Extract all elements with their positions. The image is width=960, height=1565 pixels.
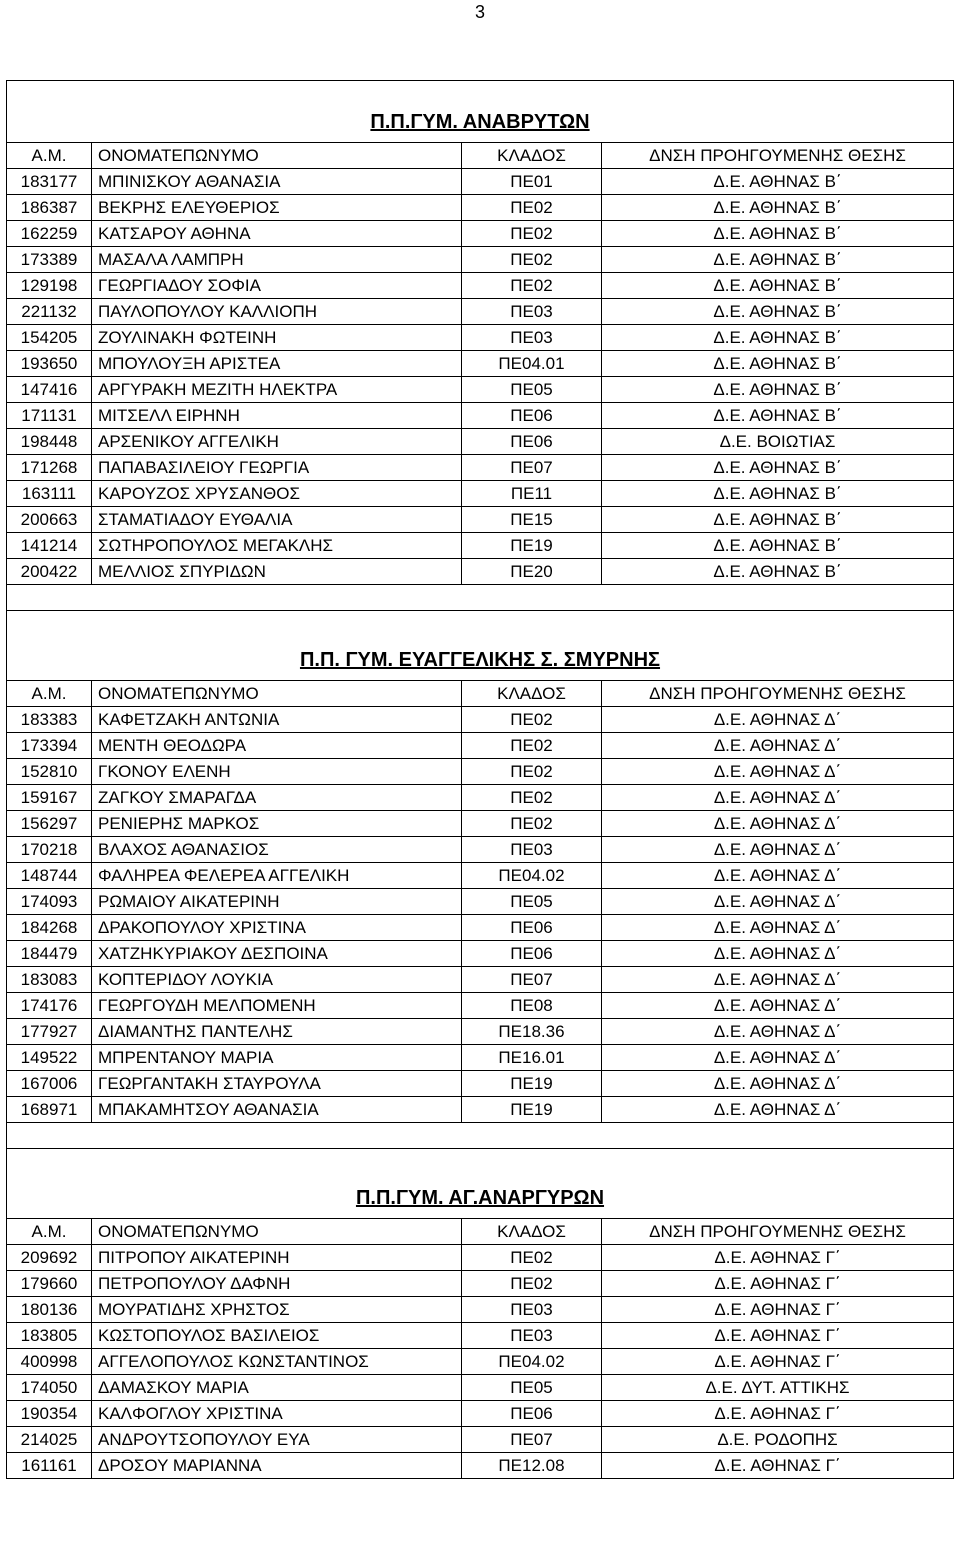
- cell-previous-position: Δ.Ε. ΑΘΗΝΑΣ Γ΄: [602, 1297, 954, 1323]
- cell-am: 200422: [7, 559, 92, 585]
- header-name: ΟΝΟΜΑΤΕΠΩΝΥΜΟ: [92, 681, 462, 707]
- cell-name: ΠΑΥΛΟΠΟΥΛΟΥ ΚΑΛΛΙΟΠΗ: [92, 299, 462, 325]
- table-row: [7, 351, 954, 377]
- table-row: [7, 915, 954, 941]
- cell-name: ΓΕΩΡΓΟΥΔΗ ΜΕΛΠΟΜΕΝΗ: [92, 993, 462, 1019]
- column-header-row: [7, 143, 954, 169]
- cell-previous-position: Δ.Ε. ΑΘΗΝΑΣ Δ΄: [602, 941, 954, 967]
- table-row: [7, 1071, 954, 1097]
- cell-am: 198448: [7, 429, 92, 455]
- cell-am: 184479: [7, 941, 92, 967]
- cell-klados: ΠΕ18.36: [462, 1019, 602, 1045]
- cell-klados: ΠΕ01: [462, 169, 602, 195]
- cell-name: ΖΟΥΛΙΝΑΚΗ ΦΩΤΕΙΝΗ: [92, 325, 462, 351]
- table-row: [7, 481, 954, 507]
- cell-name: ΠΙΤΡΟΠΟΥ ΑΙΚΑΤΕΡΙΝΗ: [92, 1245, 462, 1271]
- cell-previous-position: Δ.Ε. ΑΘΗΝΑΣ Β΄: [602, 533, 954, 559]
- cell-previous-position: Δ.Ε. ΑΘΗΝΑΣ Δ΄: [602, 863, 954, 889]
- table-row: [7, 533, 954, 559]
- table-row: [7, 863, 954, 889]
- table-row: [7, 1271, 954, 1297]
- cell-previous-position: Δ.Ε. ΑΘΗΝΑΣ Γ΄: [602, 1323, 954, 1349]
- table-row: [7, 1323, 954, 1349]
- table-row: [7, 1349, 954, 1375]
- cell-klados: ΠΕ03: [462, 1297, 602, 1323]
- section-title-row: [7, 81, 954, 143]
- cell-klados: ΠΕ02: [462, 247, 602, 273]
- table-row: [7, 1401, 954, 1427]
- cell-previous-position: Δ.Ε. ΑΘΗΝΑΣ Δ΄: [602, 889, 954, 915]
- cell-previous-position: Δ.Ε. ΑΘΗΝΑΣ Β΄: [602, 169, 954, 195]
- table-row: [7, 811, 954, 837]
- cell-name: ΜΠΑΚΑΜΗΤΣΟΥ ΑΘΑΝΑΣΙΑ: [92, 1097, 462, 1123]
- cell-klados: ΠΕ04.01: [462, 351, 602, 377]
- cell-name: ΓΕΩΡΓΑΝΤΑΚΗ ΣΤΑΥΡΟΥΛΑ: [92, 1071, 462, 1097]
- cell-previous-position: Δ.Ε. ΑΘΗΝΑΣ Β΄: [602, 455, 954, 481]
- cell-previous-position: Δ.Ε. ΑΘΗΝΑΣ Δ΄: [602, 915, 954, 941]
- cell-name: ΜΠΟΥΛΟΥΞΗ ΑΡΙΣΤΕΑ: [92, 351, 462, 377]
- cell-name: ΜΟΥΡΑΤΙΔΗΣ ΧΡΗΣΤΟΣ: [92, 1297, 462, 1323]
- cell-am: 190354: [7, 1401, 92, 1427]
- table-row: [7, 1097, 954, 1123]
- cell-klados: ΠΕ02: [462, 195, 602, 221]
- cell-am: 173394: [7, 733, 92, 759]
- table-row: [7, 559, 954, 585]
- cell-previous-position: Δ.Ε. ΑΘΗΝΑΣ Β΄: [602, 403, 954, 429]
- cell-am: 221132: [7, 299, 92, 325]
- table-row: [7, 377, 954, 403]
- table-row: [7, 967, 954, 993]
- cell-am: 179660: [7, 1271, 92, 1297]
- cell-am: 174093: [7, 889, 92, 915]
- header-am: Α.Μ.: [7, 681, 92, 707]
- table-row: [7, 429, 954, 455]
- cell-am: 159167: [7, 785, 92, 811]
- cell-previous-position: Δ.Ε. ΑΘΗΝΑΣ Δ΄: [602, 837, 954, 863]
- cell-name: ΚΑΦΕΤΖΑΚΗ ΑΝΤΩΝΙΑ: [92, 707, 462, 733]
- header-name: ΟΝΟΜΑΤΕΠΩΝΥΜΟ: [92, 1219, 462, 1245]
- table-row: [7, 837, 954, 863]
- section-title-row: [7, 611, 954, 681]
- table-row: [7, 1453, 954, 1479]
- cell-klados: ΠΕ03: [462, 837, 602, 863]
- cell-am: 162259: [7, 221, 92, 247]
- spacer-cell: [7, 1123, 954, 1149]
- cell-name: ΓΕΩΡΓΙΑΔΟΥ ΣΟΦΙΑ: [92, 273, 462, 299]
- cell-am: 183383: [7, 707, 92, 733]
- table-row: [7, 1245, 954, 1271]
- cell-am: 161161: [7, 1453, 92, 1479]
- table-row: [7, 221, 954, 247]
- cell-klados: ΠΕ19: [462, 1071, 602, 1097]
- cell-am: 184268: [7, 915, 92, 941]
- table-row: [7, 325, 954, 351]
- cell-name: ΜΕΝΤΗ ΘΕΟΔΩΡΑ: [92, 733, 462, 759]
- cell-previous-position: Δ.Ε. ΑΘΗΝΑΣ Β΄: [602, 507, 954, 533]
- cell-name: ΖΑΓΚΟΥ ΣΜΑΡΑΓΔΑ: [92, 785, 462, 811]
- section-spacer: [7, 1123, 954, 1149]
- table-row: [7, 759, 954, 785]
- cell-klados: ΠΕ03: [462, 325, 602, 351]
- cell-klados: ΠΕ04.02: [462, 1349, 602, 1375]
- cell-am: 174176: [7, 993, 92, 1019]
- cell-previous-position: Δ.Ε. ΑΘΗΝΑΣ Δ΄: [602, 707, 954, 733]
- cell-klados: ΠΕ06: [462, 429, 602, 455]
- page-number: 3: [474, 2, 485, 22]
- table-row: [7, 273, 954, 299]
- cell-klados: ΠΕ06: [462, 403, 602, 429]
- section-title-cell: [7, 1149, 954, 1219]
- cell-name: ΚΟΠΤΕΡΙΔΟΥ ΛΟΥΚΙΑ: [92, 967, 462, 993]
- cell-klados: ΠΕ19: [462, 533, 602, 559]
- cell-am: 180136: [7, 1297, 92, 1323]
- cell-previous-position: Δ.Ε. ΑΘΗΝΑΣ Β΄: [602, 325, 954, 351]
- cell-am: 193650: [7, 351, 92, 377]
- cell-klados: ΠΕ16.01: [462, 1045, 602, 1071]
- cell-name: ΜΠΙΝΙΣΚΟΥ ΑΘΑΝΑΣΙΑ: [92, 169, 462, 195]
- table-row: [7, 889, 954, 915]
- cell-am: 156297: [7, 811, 92, 837]
- cell-klados: ΠΕ04.02: [462, 863, 602, 889]
- header-am: Α.Μ.: [7, 1219, 92, 1245]
- section-title-cell: [7, 81, 954, 143]
- cell-klados: ΠΕ07: [462, 455, 602, 481]
- cell-klados: ΠΕ05: [462, 889, 602, 915]
- spacer-cell: [7, 585, 954, 611]
- table-body: [7, 81, 954, 1479]
- cell-klados: ΠΕ20: [462, 559, 602, 585]
- cell-klados: ΠΕ05: [462, 1375, 602, 1401]
- cell-klados: ΠΕ02: [462, 273, 602, 299]
- cell-name: ΑΡΣΕΝΙΚΟΥ ΑΓΓΕΛΙΚΗ: [92, 429, 462, 455]
- section-spacer: [7, 585, 954, 611]
- cell-previous-position: Δ.Ε. ΑΘΗΝΑΣ Β΄: [602, 351, 954, 377]
- cell-am: 174050: [7, 1375, 92, 1401]
- cell-name: ΚΑΤΣΑΡΟΥ ΑΘΗΝΑ: [92, 221, 462, 247]
- cell-previous-position: Δ.Ε. ΑΘΗΝΑΣ Δ΄: [602, 993, 954, 1019]
- cell-previous-position: Δ.Ε. ΑΘΗΝΑΣ Β΄: [602, 221, 954, 247]
- cell-previous-position: Δ.Ε. ΑΘΗΝΑΣ Δ΄: [602, 811, 954, 837]
- header-klados: ΚΛΑΔΟΣ: [462, 143, 602, 169]
- cell-klados: ΠΕ15: [462, 507, 602, 533]
- table-row: [7, 169, 954, 195]
- cell-am: 154205: [7, 325, 92, 351]
- cell-am: 152810: [7, 759, 92, 785]
- cell-previous-position: Δ.Ε. ΒΟΙΩΤΙΑΣ: [602, 429, 954, 455]
- cell-name: ΜΕΛΛΙΟΣ ΣΠΥΡΙΔΩΝ: [92, 559, 462, 585]
- cell-previous-position: Δ.Ε. ΡΟΔΟΠΗΣ: [602, 1427, 954, 1453]
- cell-name: ΑΡΓΥΡΑΚΗ ΜΕΖΙΤΗ ΗΛΕΚΤΡΑ: [92, 377, 462, 403]
- cell-klados: ΠΕ03: [462, 1323, 602, 1349]
- header-am: Α.Μ.: [7, 143, 92, 169]
- cell-klados: ΠΕ05: [462, 377, 602, 403]
- cell-am: 200663: [7, 507, 92, 533]
- cell-name: ΑΓΓΕΛΟΠΟΥΛΟΣ ΚΩΝΣΤΑΝΤΙΝΟΣ: [92, 1349, 462, 1375]
- cell-previous-position: Δ.Ε. ΑΘΗΝΑΣ Δ΄: [602, 1045, 954, 1071]
- cell-previous-position: Δ.Ε. ΑΘΗΝΑΣ Δ΄: [602, 1071, 954, 1097]
- cell-am: 214025: [7, 1427, 92, 1453]
- header-previous-position: ΔΝΣΗ ΠΡΟΗΓΟΥΜΕΝΗΣ ΘΕΣΗΣ: [602, 1219, 954, 1245]
- cell-am: 183083: [7, 967, 92, 993]
- section-title: Π.Π.ΓΥΜ. ΑΓ.ΑΝΑΡΓΥΡΩΝ: [355, 1187, 605, 1209]
- cell-am: 177927: [7, 1019, 92, 1045]
- cell-klados: ΠΕ02: [462, 221, 602, 247]
- section-title-row: [7, 1149, 954, 1219]
- cell-am: 147416: [7, 377, 92, 403]
- table-row: [7, 299, 954, 325]
- cell-previous-position: Δ.Ε. ΑΘΗΝΑΣ Γ΄: [602, 1349, 954, 1375]
- cell-name: ΜΠΡΕΝΤΑΝΟΥ ΜΑΡΙΑ: [92, 1045, 462, 1071]
- cell-klados: ΠΕ11: [462, 481, 602, 507]
- cell-klados: ΠΕ02: [462, 759, 602, 785]
- table-row: [7, 1375, 954, 1401]
- cell-previous-position: Δ.Ε. ΑΘΗΝΑΣ Δ΄: [602, 733, 954, 759]
- table-row: [7, 195, 954, 221]
- cell-am: 129198: [7, 273, 92, 299]
- cell-previous-position: Δ.Ε. ΔΥΤ. ΑΤΤΙΚΗΣ: [602, 1375, 954, 1401]
- header-klados: ΚΛΑΔΟΣ: [462, 681, 602, 707]
- cell-name: ΒΛΑΧΟΣ ΑΘΑΝΑΣΙΟΣ: [92, 837, 462, 863]
- cell-previous-position: Δ.Ε. ΑΘΗΝΑΣ Β΄: [602, 247, 954, 273]
- cell-name: ΧΑΤΖΗΚΥΡΙΑΚΟΥ ΔΕΣΠΟΙΝΑ: [92, 941, 462, 967]
- cell-previous-position: Δ.Ε. ΑΘΗΝΑΣ Β΄: [602, 273, 954, 299]
- cell-previous-position: Δ.Ε. ΑΘΗΝΑΣ Δ΄: [602, 1019, 954, 1045]
- cell-klados: ΠΕ03: [462, 299, 602, 325]
- cell-klados: ΠΕ02: [462, 707, 602, 733]
- cell-name: ΓΚΟΝΟΥ ΕΛΕΝΗ: [92, 759, 462, 785]
- cell-am: 186387: [7, 195, 92, 221]
- cell-am: 171268: [7, 455, 92, 481]
- table-row: [7, 1297, 954, 1323]
- cell-klados: ΠΕ02: [462, 811, 602, 837]
- cell-klados: ΠΕ02: [462, 1271, 602, 1297]
- table-row: [7, 507, 954, 533]
- table-row: [7, 733, 954, 759]
- cell-klados: ΠΕ07: [462, 1427, 602, 1453]
- table-row: [7, 1019, 954, 1045]
- cell-name: ΚΑΛΦΟΓΛΟΥ ΧΡΙΣΤΙΝΑ: [92, 1401, 462, 1427]
- cell-name: ΑΝΔΡΟΥΤΣΟΠΟΥΛΟΥ ΕΥΑ: [92, 1427, 462, 1453]
- cell-previous-position: Δ.Ε. ΑΘΗΝΑΣ Γ΄: [602, 1453, 954, 1479]
- cell-name: ΔΡΑΚΟΠΟΥΛΟΥ ΧΡΙΣΤΙΝΑ: [92, 915, 462, 941]
- cell-previous-position: Δ.Ε. ΑΘΗΝΑΣ Β΄: [602, 195, 954, 221]
- cell-name: ΡΕΝΙΕΡΗΣ ΜΑΡΚΟΣ: [92, 811, 462, 837]
- cell-klados: ΠΕ02: [462, 733, 602, 759]
- cell-am: 163111: [7, 481, 92, 507]
- cell-name: ΣΩΤΗΡΟΠΟΥΛΟΣ ΜΕΓΑΚΛΗΣ: [92, 533, 462, 559]
- cell-name: ΒΕΚΡΗΣ ΕΛΕΥΘΕΡΙΟΣ: [92, 195, 462, 221]
- table-row: [7, 785, 954, 811]
- cell-klados: ΠΕ12.08: [462, 1453, 602, 1479]
- header-name: ΟΝΟΜΑΤΕΠΩΝΥΜΟ: [92, 143, 462, 169]
- cell-klados: ΠΕ06: [462, 915, 602, 941]
- cell-name: ΣΤΑΜΑΤΙΑΔΟΥ ΕΥΘΑΛΙΑ: [92, 507, 462, 533]
- cell-previous-position: Δ.Ε. ΑΘΗΝΑΣ Β΄: [602, 481, 954, 507]
- cell-am: 400998: [7, 1349, 92, 1375]
- cell-klados: ΠΕ08: [462, 993, 602, 1019]
- cell-previous-position: Δ.Ε. ΑΘΗΝΑΣ Δ΄: [602, 967, 954, 993]
- cell-previous-position: Δ.Ε. ΑΘΗΝΑΣ Γ΄: [602, 1245, 954, 1271]
- header-previous-position: ΔΝΣΗ ΠΡΟΗΓΟΥΜΕΝΗΣ ΘΕΣΗΣ: [602, 143, 954, 169]
- cell-name: ΚΩΣΤΟΠΟΥΛΟΣ ΒΑΣΙΛΕΙΟΣ: [92, 1323, 462, 1349]
- cell-am: 148744: [7, 863, 92, 889]
- cell-name: ΠΕΤΡΟΠΟΥΛΟΥ ΔΑΦΝΗ: [92, 1271, 462, 1297]
- cell-name: ΜΙΤΣΕΛΛ ΕΙΡΗΝΗ: [92, 403, 462, 429]
- cell-name: ΠΑΠΑΒΑΣΙΛΕΙΟΥ ΓΕΩΡΓΙΑ: [92, 455, 462, 481]
- header-klados: ΚΛΑΔΟΣ: [462, 1219, 602, 1245]
- table-row: [7, 1427, 954, 1453]
- column-header-row: [7, 1219, 954, 1245]
- cell-name: ΔΡΟΣΟΥ ΜΑΡΙΑΝΝΑ: [92, 1453, 462, 1479]
- cell-klados: ΠΕ02: [462, 1245, 602, 1271]
- table-row: [7, 707, 954, 733]
- cell-am: 141214: [7, 533, 92, 559]
- cell-previous-position: Δ.Ε. ΑΘΗΝΑΣ Β΄: [602, 559, 954, 585]
- cell-previous-position: Δ.Ε. ΑΘΗΝΑΣ Γ΄: [602, 1401, 954, 1427]
- cell-previous-position: Δ.Ε. ΑΘΗΝΑΣ Β΄: [602, 377, 954, 403]
- table-row: [7, 247, 954, 273]
- cell-am: 173389: [7, 247, 92, 273]
- cell-am: 168971: [7, 1097, 92, 1123]
- section-title-cell: [7, 611, 954, 681]
- cell-am: 183805: [7, 1323, 92, 1349]
- cell-am: 170218: [7, 837, 92, 863]
- cell-previous-position: Δ.Ε. ΑΘΗΝΑΣ Β΄: [602, 299, 954, 325]
- cell-klados: ΠΕ02: [462, 785, 602, 811]
- cell-name: ΡΩΜΑΙΟΥ ΑΙΚΑΤΕΡΙΝΗ: [92, 889, 462, 915]
- cell-klados: ΠΕ07: [462, 967, 602, 993]
- column-header-row: [7, 681, 954, 707]
- cell-am: 171131: [7, 403, 92, 429]
- cell-name: ΔΑΜΑΣΚΟΥ ΜΑΡΙΑ: [92, 1375, 462, 1401]
- section-title: Π.Π.ΓΥΜ. ΑΝΑΒΡΥΤΩΝ: [370, 111, 590, 133]
- table-row: [7, 993, 954, 1019]
- cell-name: ΔΙΑΜΑΝΤΗΣ ΠΑΝΤΕΛΗΣ: [92, 1019, 462, 1045]
- cell-name: ΦΑΛΗΡΕΑ ΦΕΛΕΡΕΑ ΑΓΓΕΛΙΚΗ: [92, 863, 462, 889]
- cell-name: ΜΑΣΑΛΑ ΛΑΜΠΡΗ: [92, 247, 462, 273]
- cell-previous-position: Δ.Ε. ΑΘΗΝΑΣ Δ΄: [602, 759, 954, 785]
- cell-previous-position: Δ.Ε. ΑΘΗΝΑΣ Δ΄: [602, 785, 954, 811]
- table-row: [7, 941, 954, 967]
- transfers-table: [6, 80, 954, 1479]
- cell-klados: ΠΕ19: [462, 1097, 602, 1123]
- cell-previous-position: Δ.Ε. ΑΘΗΝΑΣ Δ΄: [602, 1097, 954, 1123]
- cell-previous-position: Δ.Ε. ΑΘΗΝΑΣ Γ΄: [602, 1271, 954, 1297]
- cell-am: 183177: [7, 169, 92, 195]
- header-previous-position: ΔΝΣΗ ΠΡΟΗΓΟΥΜΕΝΗΣ ΘΕΣΗΣ: [602, 681, 954, 707]
- cell-klados: ΠΕ06: [462, 1401, 602, 1427]
- table-row: [7, 1045, 954, 1071]
- cell-am: 167006: [7, 1071, 92, 1097]
- table-row: [7, 403, 954, 429]
- cell-name: ΚΑΡΟΥΖΟΣ ΧΡΥΣΑΝΘΟΣ: [92, 481, 462, 507]
- cell-klados: ΠΕ06: [462, 941, 602, 967]
- cell-am: 149522: [7, 1045, 92, 1071]
- table-row: [7, 455, 954, 481]
- section-title: Π.Π. ΓΥΜ. ΕΥΑΓΓΕΛΙΚΗΣ Σ. ΣΜΥΡΝΗΣ: [299, 649, 661, 671]
- cell-am: 209692: [7, 1245, 92, 1271]
